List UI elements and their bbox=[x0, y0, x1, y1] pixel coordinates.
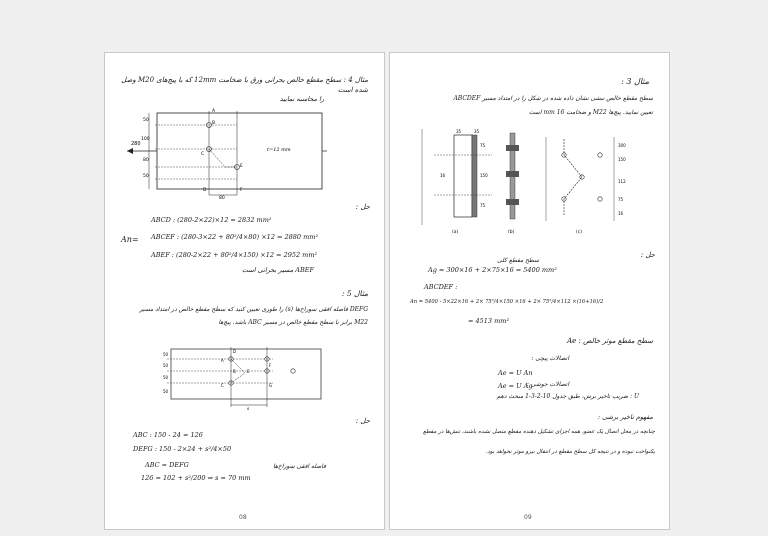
svg-text:75: 75 bbox=[480, 143, 486, 148]
ex5-line-4: 126 = 102 + s²/200 ⇒ s = 70 mm bbox=[141, 474, 251, 482]
dim-280: 280 bbox=[131, 141, 141, 147]
example5-diagram bbox=[163, 343, 323, 411]
ex4-line-3: ABEF : (280-2×22 + 80²/4×150) ×12 = 2952 mm² bbox=[151, 251, 318, 259]
ex5-line-2: DEFG : 150 - 2×24 + s²/4×50 bbox=[133, 445, 232, 453]
dim-100: 100 bbox=[141, 137, 150, 142]
svg-text:50: 50 bbox=[163, 363, 169, 368]
item2-label: اتصالات جوشی : bbox=[526, 381, 569, 388]
svg-text:A: A bbox=[212, 109, 216, 114]
ex4-line-1: ABCD : (280-2×22)×12 = 2832 mm² bbox=[151, 216, 272, 224]
svg-text:B: B bbox=[233, 369, 236, 374]
svg-text:112: 112 bbox=[618, 179, 626, 184]
svg-text:D: D bbox=[233, 349, 237, 354]
ag-label: سطح مقطع کلی bbox=[497, 257, 539, 264]
page-number-right: 09 bbox=[524, 514, 532, 521]
svg-text:C: C bbox=[221, 383, 224, 388]
svg-text:(a): (a) bbox=[452, 230, 459, 235]
svg-text:16: 16 bbox=[618, 211, 624, 216]
left-page bbox=[104, 52, 385, 530]
svg-text:16: 16 bbox=[440, 173, 446, 178]
svg-text:75: 75 bbox=[618, 197, 624, 202]
svg-text:E: E bbox=[240, 164, 243, 169]
svg-text:F: F bbox=[240, 188, 243, 193]
svg-text:35: 35 bbox=[474, 129, 480, 134]
an-result: = 4513 mm² bbox=[468, 317, 510, 325]
example4-solution-label: حل : bbox=[355, 203, 370, 211]
svg-text:C: C bbox=[201, 152, 205, 157]
dim-50b: 50 bbox=[143, 174, 149, 179]
svg-text:A: A bbox=[221, 358, 224, 363]
effective-heading: سطح مقطع موثر خالص : Ae bbox=[567, 337, 653, 345]
example5-title: مثال 5 : bbox=[341, 289, 368, 298]
item1-label: اتصالات پیچی : bbox=[531, 355, 569, 362]
item2-eq: Ae = U Ag bbox=[498, 382, 533, 390]
thickness-label: t=12 mm bbox=[267, 147, 291, 153]
svg-text:D: D bbox=[203, 188, 207, 193]
an-line1: An = 5400 - 5×22×16 + 2× 75²/4×150 ×16 + 2× 75²/4×112 ×(16+16)/2 bbox=[410, 299, 604, 305]
shear-lag-text-1: چنانچه در محل اتصال یک عضو، همه اجزای تشکیل دهنده مقطع متصل نشده باشند، تنش‌ها در مقطع bbox=[422, 429, 655, 435]
svg-text:75: 75 bbox=[480, 203, 486, 208]
ex5-line-1: ABC : 150 - 24 = 126 bbox=[133, 431, 203, 439]
example4-diagram bbox=[127, 105, 327, 200]
ag-line: Ag = 300×16 + 2×75×16 = 5400 mm² bbox=[428, 266, 557, 274]
ex5-line-3: ABC = DEFG bbox=[145, 461, 189, 469]
ex4-line-2: ABCEF : (280-3×22 + 80²/4×80) ×12 = 2880 mm² bbox=[151, 233, 319, 241]
an-label: An= bbox=[121, 235, 139, 244]
example5-line2: M22 برابر با سطح مقطع خالص در مسیر ABC باشد. پیچ‌ها bbox=[218, 319, 368, 326]
page-number-left: 08 bbox=[239, 514, 247, 521]
ex5-note: فاصله افقی سوراخ‌ها bbox=[273, 463, 326, 470]
example4-subtitle: را محاسبه نمایید bbox=[279, 95, 324, 103]
svg-text:300: 300 bbox=[618, 143, 626, 148]
right-page bbox=[389, 52, 670, 530]
svg-text:G: G bbox=[269, 383, 273, 388]
example3-figure bbox=[414, 125, 654, 245]
example5-solution-label: حل : bbox=[355, 417, 370, 425]
example4-title: مثال 4 : سطح مقطع خالص بحرانی ورق با ضخامت 12mm که با پیچ‌های M20 وصل شده است bbox=[121, 76, 368, 94]
svg-text:(c): (c) bbox=[576, 230, 582, 235]
svg-text:s: s bbox=[247, 407, 250, 411]
svg-text:150: 150 bbox=[618, 157, 626, 162]
svg-text:50: 50 bbox=[163, 352, 169, 357]
svg-text:35: 35 bbox=[456, 129, 462, 134]
example3-line2: تعیین نمایید. پیچ‌ها M22 و ضخامت 16 mm است bbox=[528, 109, 653, 116]
shear-lag-title: مفهوم تاخیر برشی : bbox=[597, 413, 653, 421]
an-prefix: ABCDEF : bbox=[424, 283, 458, 291]
svg-text:150: 150 bbox=[480, 173, 488, 178]
example5-line1: DEFG فاصله افقی سوراخ‌ها (s) را طوری تعیین کنید که سطح مقطع خالص در امتداد مسیر bbox=[139, 306, 368, 313]
item1-eq: Ae = U An bbox=[498, 369, 533, 377]
ex4-note: ABEF مسیر بحرانی است bbox=[241, 266, 314, 274]
u-reference: U : ضریب تاخیر برش، طبق جدول 10-2-3-1 مبحث دهم bbox=[496, 393, 639, 400]
svg-text:50: 50 bbox=[163, 375, 169, 380]
dim-80: 80 bbox=[143, 158, 149, 163]
example3-line1: سطح مقطع خالص نبشی نشان داده شده در شکل را در امتداد مسیر ABCDEF bbox=[453, 95, 653, 102]
dim-bottom: 80 bbox=[219, 196, 225, 200]
svg-text:(b): (b) bbox=[508, 230, 515, 235]
shear-lag-text-2: یکنواخت نبوده و در نتیجه کل سطح مقطع در انتقال نیرو موثر نخواهد بود. bbox=[485, 449, 655, 455]
svg-text:F: F bbox=[269, 363, 272, 368]
example3-title: مثال 3 : bbox=[621, 77, 649, 86]
svg-text:50: 50 bbox=[163, 389, 169, 394]
svg-text:E: E bbox=[247, 369, 250, 374]
svg-text:B: B bbox=[212, 121, 216, 126]
example3-solution-label: حل : bbox=[640, 251, 655, 259]
dim-50a: 50 bbox=[143, 118, 149, 123]
